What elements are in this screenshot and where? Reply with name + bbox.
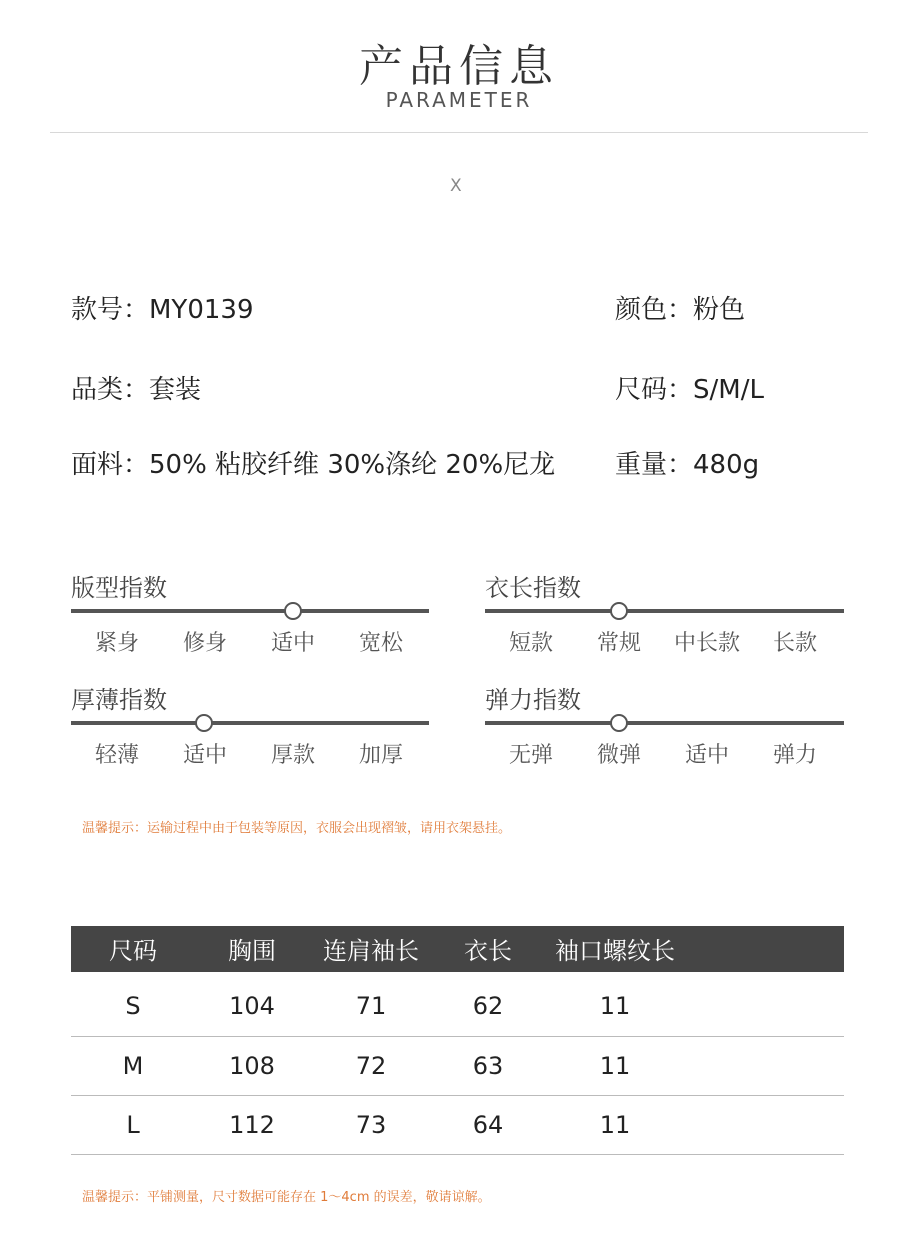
index-elasticity-knob[interactable]: [610, 714, 628, 732]
index-fit-option: 修身: [182, 631, 227, 656]
info-weight: 重量：480g: [615, 450, 760, 480]
info-fabric: 面料：50% 粘胶纤维 30%涤纶 20%尼龙: [71, 450, 556, 480]
info-style-no: 款号：MY0139: [71, 295, 254, 325]
info-size: 尺码：S/M/L: [615, 375, 764, 405]
index-fit-option: 紧身: [94, 631, 139, 656]
index-length-knob[interactable]: [610, 602, 628, 620]
table-header-cell: 袖口螺纹长: [555, 937, 675, 965]
table-row-divider: [71, 1095, 844, 1096]
table-cell: 11: [599, 1111, 631, 1139]
index-length-track: [485, 609, 844, 613]
table-header-cell: 连肩袖长: [323, 937, 419, 965]
index-thickness-knob[interactable]: [195, 714, 213, 732]
index-thickness-title: 厚薄指数: [71, 686, 167, 714]
table-cell: 11: [599, 1052, 631, 1080]
index-elasticity-option: 适中: [684, 743, 729, 768]
index-fit-option: 适中: [270, 631, 315, 656]
index-elasticity-option: 弹力: [772, 743, 817, 768]
page-title: 产品信息: [359, 41, 559, 92]
page-subtitle: PARAMETER: [385, 88, 533, 112]
index-length-title: 衣长指数: [485, 574, 581, 602]
table-cell: L: [126, 1111, 140, 1139]
index-elasticity-option: 微弹: [596, 743, 641, 768]
index-elasticity: [485, 680, 844, 770]
table-row-divider: [71, 1154, 844, 1155]
index-thickness-option: 轻薄: [94, 743, 139, 768]
close-icon[interactable]: X: [450, 176, 462, 196]
table-header-cell: 胸围: [228, 937, 276, 965]
index-thickness-option: 适中: [182, 743, 227, 768]
table-cell: 63: [472, 1052, 504, 1080]
table-cell: 108: [229, 1052, 275, 1080]
table-header-cell: 衣长: [464, 937, 512, 965]
table-cell: S: [125, 992, 141, 1020]
index-length-option: 短款: [508, 631, 553, 656]
index-elasticity-track: [485, 721, 844, 725]
index-thickness-option: 厚款: [270, 743, 315, 768]
measure-notice: 温馨提示：平铺测量，尺寸数据可能存在 1～4cm 的误差，敬请谅解。: [82, 1190, 491, 1205]
index-fit-track: [71, 609, 429, 613]
index-elasticity-option: 无弹: [508, 743, 553, 768]
table-cell: 71: [355, 992, 387, 1020]
table-header-cell: 尺码: [109, 937, 157, 965]
index-thickness-track: [71, 721, 429, 725]
index-thickness-option: 加厚: [358, 743, 403, 768]
index-fit-knob[interactable]: [284, 602, 302, 620]
index-length-option: 中长款: [673, 631, 740, 656]
table-row-divider: [71, 1036, 844, 1037]
table-cell: 104: [229, 992, 275, 1020]
info-category: 品类：套装: [71, 375, 202, 405]
index-length: [485, 568, 844, 658]
header-divider: [50, 132, 868, 133]
index-fit-title: 版型指数: [71, 574, 167, 602]
index-length-option: 常规: [596, 631, 641, 656]
table-cell: 64: [472, 1111, 504, 1139]
table-cell: 11: [599, 992, 631, 1020]
table-cell: 62: [472, 992, 504, 1020]
index-thickness: [71, 680, 429, 770]
index-fit-option: 宽松: [358, 631, 403, 656]
table-cell: 112: [229, 1111, 275, 1139]
table-cell: M: [122, 1052, 144, 1080]
shipping-notice: 温馨提示：运输过程中由于包装等原因，衣服会出现褶皱，请用衣架悬挂。: [82, 821, 512, 836]
index-fit: [71, 568, 429, 658]
index-length-option: 长款: [772, 631, 817, 656]
info-color: 颜色：粉色: [615, 295, 746, 325]
index-elasticity-title: 弹力指数: [485, 686, 581, 714]
table-cell: 72: [355, 1052, 387, 1080]
table-cell: 73: [355, 1111, 387, 1139]
